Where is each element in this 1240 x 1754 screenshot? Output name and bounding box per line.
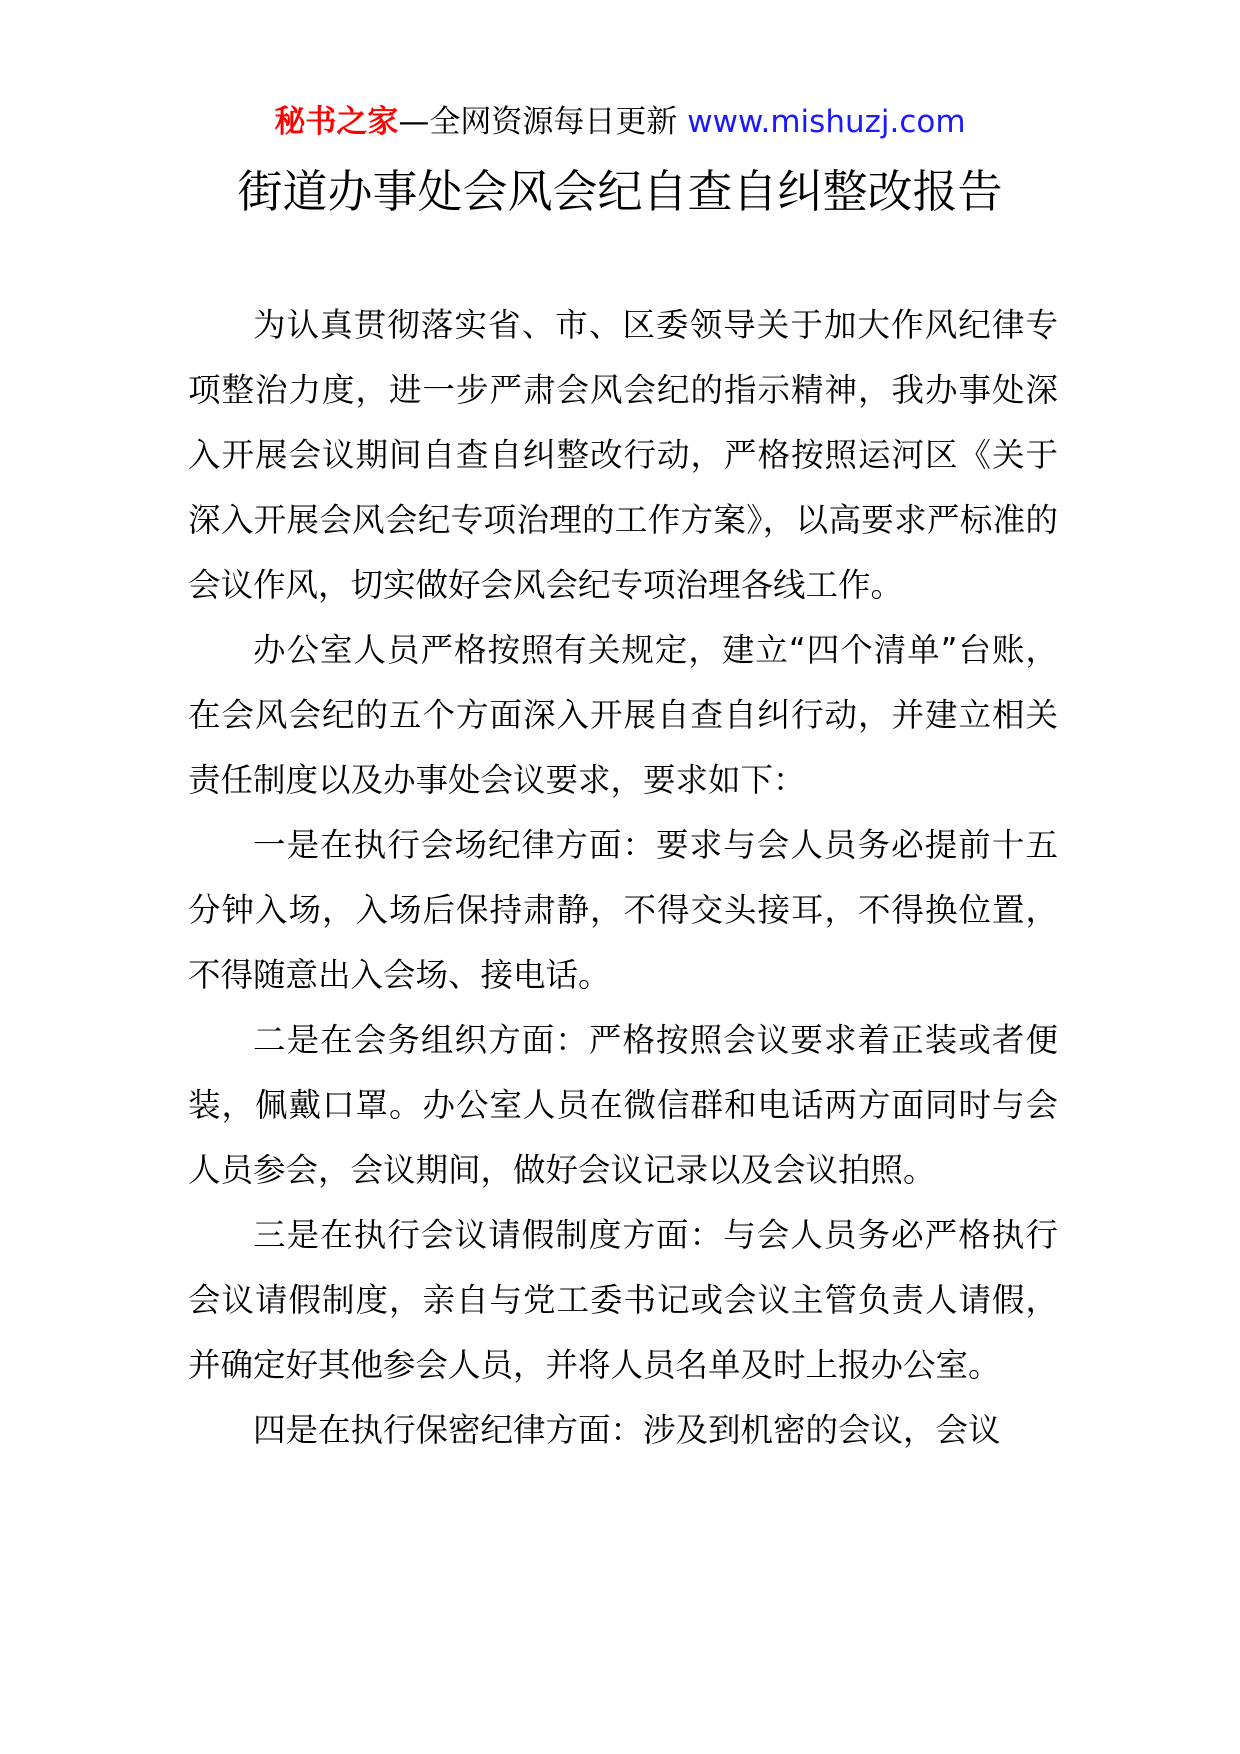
- paragraph-item-three: 三是在执行会议请假制度方面：与会人员务必严格执行会议请假制度，亲自与党工委书记或会议主管负责人请假，并确定好其他参会人员，并将人员名单及时上报办公室。: [188, 1216, 1058, 1384]
- document-body: [188, 293, 1058, 1463]
- paragraph-office-ledger: 办公室人员严格按照有关规定，建立“四个清单”台账，在会风会纪的五个方面深入开展自查自纠行动，并建立相关责任制度以及办事处会议要求，要求如下：: [188, 631, 1058, 799]
- site-header: [0, 102, 1240, 142]
- site-tagline: —全网资源每日更新: [398, 104, 688, 140]
- document-title: 街道办事处会风会纪自查自纠整改报告: [237, 165, 1003, 218]
- paragraph-item-two: 二是在会务组织方面：严格按照会议要求着正装或者便装，佩戴口罩。办公室人员在微信群和电话两方面同时与会人员参会，会议期间，做好会议记录以及会议拍照。: [188, 1021, 1058, 1189]
- site-url-link[interactable]: www.mishuzj.com: [687, 104, 966, 140]
- paragraph-intro: 为认真贯彻落实省、市、区委领导关于加大作风纪律专项整治力度，进一步严肃会风会纪的指示精神，我办事处深入开展会议期间自查自纠整改行动，严格按照运河区《关于深入开展会风会纪专项治理的工作方案》，以高要求严标准的会议作风，切实做好会风会纪专项治理各线工作。: [188, 306, 1058, 604]
- site-name: 秘书之家: [274, 104, 399, 140]
- paragraph-item-four: 四是在执行保密纪律方面：涉及到机密的会议，会议: [253, 1411, 1001, 1449]
- paragraph-item-one: 一是在执行会场纪律方面：要求与会人员务必提前十五分钟入场，入场后保持肃静，不得交头接耳，不得换位置，不得随意出入会场、接电话。: [188, 826, 1058, 994]
